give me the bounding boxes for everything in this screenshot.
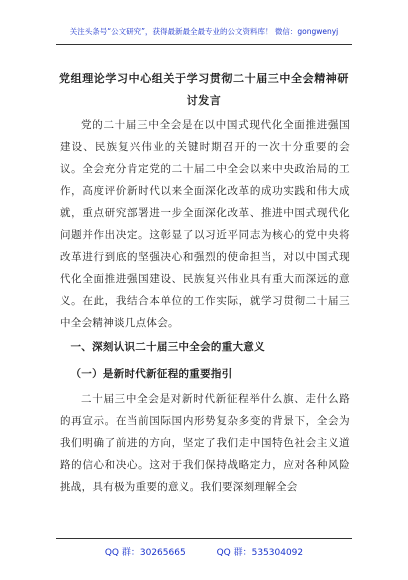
footer-rule [56,538,352,539]
footer-qq-group-1: QQ 群：30265665 [104,548,186,558]
intro-paragraph: 党的二十届三中全会是在以中国式现代化全面推进强国建设、民族复兴伟业的关键时期召开的一次十分重要的会议。全会充分肯定党的二十届二中全会以来中央政治局的工作，高度评价新时代以来全面深化改革的成功实践和伟大成就，重点研究部署进一步全面深化改革、推进中国式现代化问题并作出决定。这彰显了以习近平同志为核心的党中央将改革进行到底的坚强决心和强烈的使命担当，对以中国式现代化全面推进强国建设、民族复兴伟业具有重大而深远的意义。在此，我结合本单位的工作实际，就学习贯彻二十届三中全会精神谈几点体会。 [60,119,350,329]
document-body [60,114,350,498]
header-notice: 关注头条号“公文研究”，获得最新最全最专业的公文资料库！ 微信：gongwenyj [69,27,339,36]
header-rule [56,44,352,45]
subsection-heading: （一）是新时代新征程的重要指引 [70,368,233,380]
section-heading: 一、深刻认识二十届三中全会的重大意义 [70,341,265,353]
document-title: 党组理论学习中心组关于学习贯彻二十届三中全会精神研讨发言 [59,72,349,107]
footer-qq-group-2: QQ 群：535304092 [216,548,304,558]
footer [0,545,408,558]
subsection-paragraph: 二十届三中全会是对新时代新征程举什么旗、走什么路的再宣示。在当前国际国内形势复杂多变的背景下，全会为我们明确了前进的方向，坚定了我们走中国特色社会主义道路的信心和决心。这对于我们保持战略定力，应对各种风险挑战，具有极为重要的意义。我们要深刻理解全会 [60,393,350,493]
